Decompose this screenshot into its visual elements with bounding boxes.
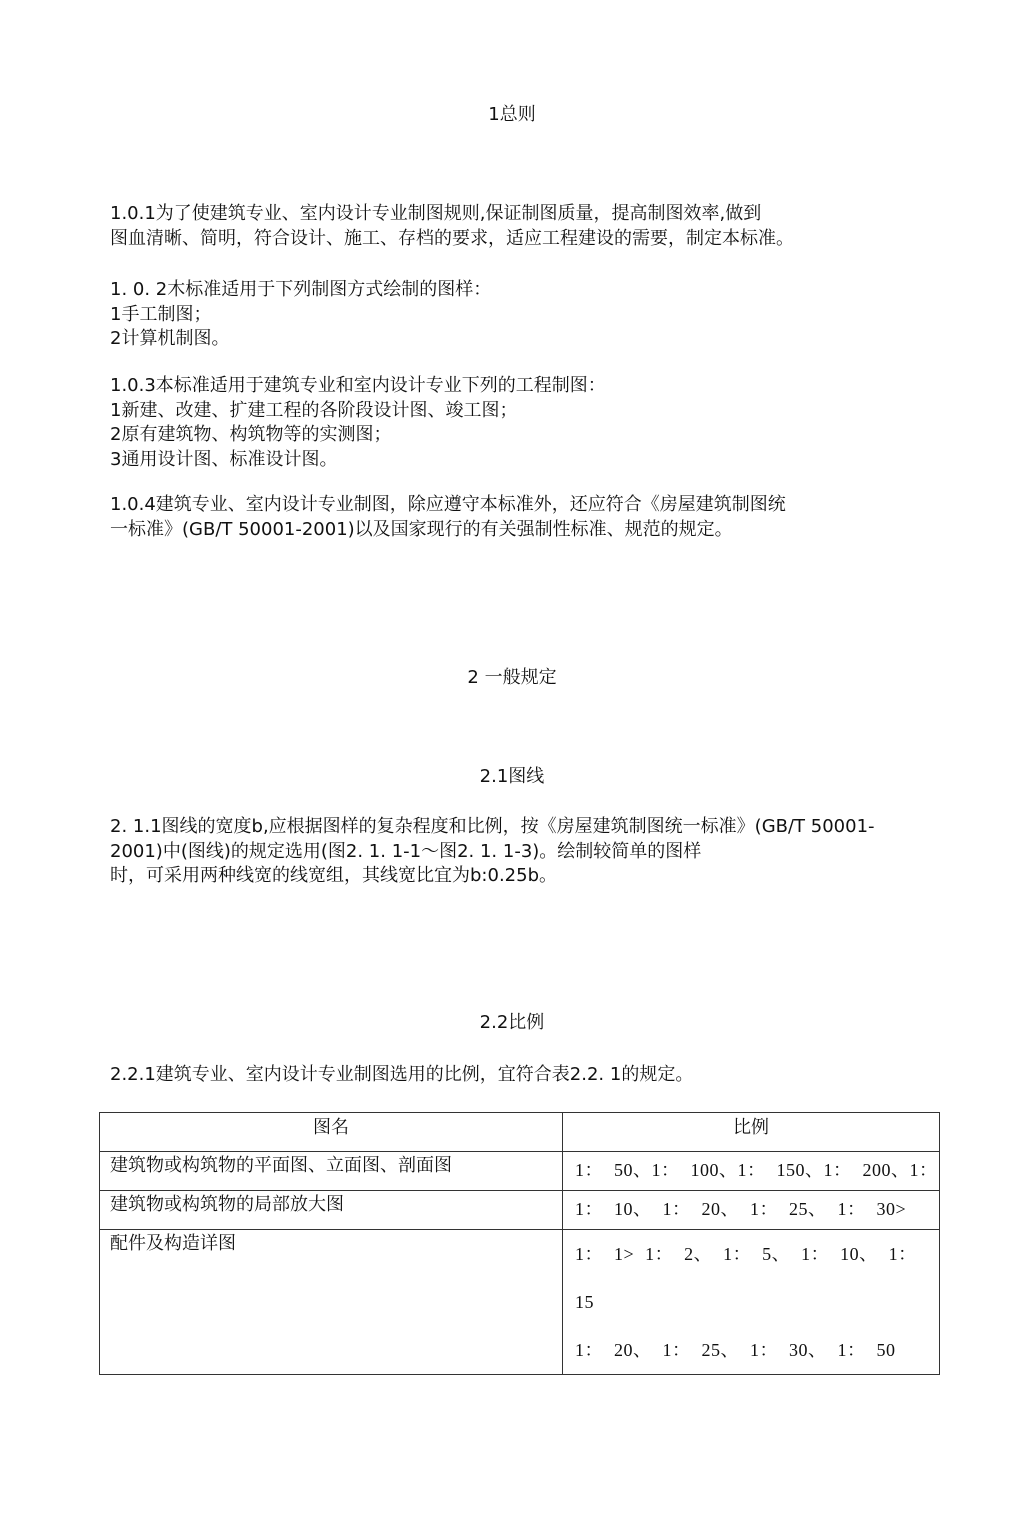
drawing-name-cell: 建筑物或构筑物的局部放大图: [100, 1191, 563, 1230]
text-line: 图血清晰、简明，符合设计、施工、存档的要求，适应工程建设的需要，制定本标准。: [110, 227, 794, 249]
text-line: 3通用设计图、标准设计图。: [110, 448, 338, 470]
scale-table: [99, 1112, 940, 1375]
scale-value-line-1: 1： 1> 1： 2、 1： 5、 1： 10、 1： 15: [575, 1244, 917, 1312]
drawing-name-cell: 配件及构造详图: [100, 1230, 563, 1375]
clause-1-0-3: [110, 374, 960, 472]
chapter-1-title: 1总则: [488, 104, 536, 125]
table-row: [100, 1152, 940, 1191]
section-2-1-title: 2.1图线: [479, 766, 545, 787]
scale-cell: [563, 1152, 940, 1191]
text-line: 1.0.1为了使建筑专业、室内设计专业制图规则,保证制图质量，提高制图效率,做到: [110, 203, 762, 224]
text-line: 2. 1.1图线的宽度b,应根据图样的复杂程度和比例，按《房屋建筑制图统一标准》(GB/T 50001-: [110, 816, 875, 837]
scale-value: 1： 10、 1： 20、 1： 25、 1： 30>: [575, 1199, 907, 1219]
scale-cell: [563, 1230, 940, 1375]
column-header-drawing-name: 图名: [100, 1113, 563, 1152]
text-line: 2.2.1建筑专业、室内设计专业制图选用的比例，宜符合表2.2. 1的规定。: [110, 1064, 694, 1085]
text-line: 1. 0. 2木标准适用于下列制图方式绘制的图样：: [110, 279, 492, 300]
text-line: 2原有建筑物、构筑物等的实测图；: [110, 424, 392, 445]
table-header-row: [100, 1113, 940, 1152]
chapter-2-title: 2 一般规定: [467, 667, 557, 688]
text-line: 1手工制图；: [110, 303, 212, 325]
text-line: 时，可采用两种线宽的线宽组，其线宽比宜为b:0.25b。: [110, 865, 557, 886]
table-row: [100, 1230, 940, 1375]
scale-value: 1： 50、1： 100、1： 150、1： 200、1：: [575, 1160, 938, 1180]
clause-1-0-1: [110, 202, 960, 251]
scale-cell: [563, 1191, 940, 1230]
clause-2-2-1: [110, 1063, 960, 1088]
drawing-name-cell: 建筑物或构筑物的平面图、立面图、剖面图: [100, 1152, 563, 1191]
clause-1-0-4: [110, 493, 960, 542]
column-header-scale: 比例: [563, 1113, 940, 1152]
text-line: 2001)中(图线)的规定选用(图2. 1. 1-1〜图2. 1. 1-3)。绘制较简单的图样: [110, 840, 702, 862]
text-line: 2计算机制图。: [110, 328, 230, 349]
text-line: 一标准》(GB/T 50001-2001)以及国家现行的有关强制性标准、规范的规定。: [110, 518, 733, 540]
text-line: 1.0.3本标准适用于建筑专业和室内设计专业下列的工程制图：: [110, 375, 606, 396]
clause-2-1-1: [110, 815, 960, 889]
text-line: 1.0.4建筑专业、室内设计专业制图，除应遵守本标准外，还应符合《房屋建筑制图统: [110, 494, 786, 515]
section-2-2-title: 2.2比例: [479, 1012, 545, 1033]
table-row: [100, 1191, 940, 1230]
text-line: 1新建、改建、扩建工程的各阶段设计图、竣工图；: [110, 399, 518, 421]
clause-1-0-2: [110, 278, 960, 352]
scale-value-line-2: 1： 20、 1： 25、 1： 30、 1： 50: [575, 1340, 896, 1360]
